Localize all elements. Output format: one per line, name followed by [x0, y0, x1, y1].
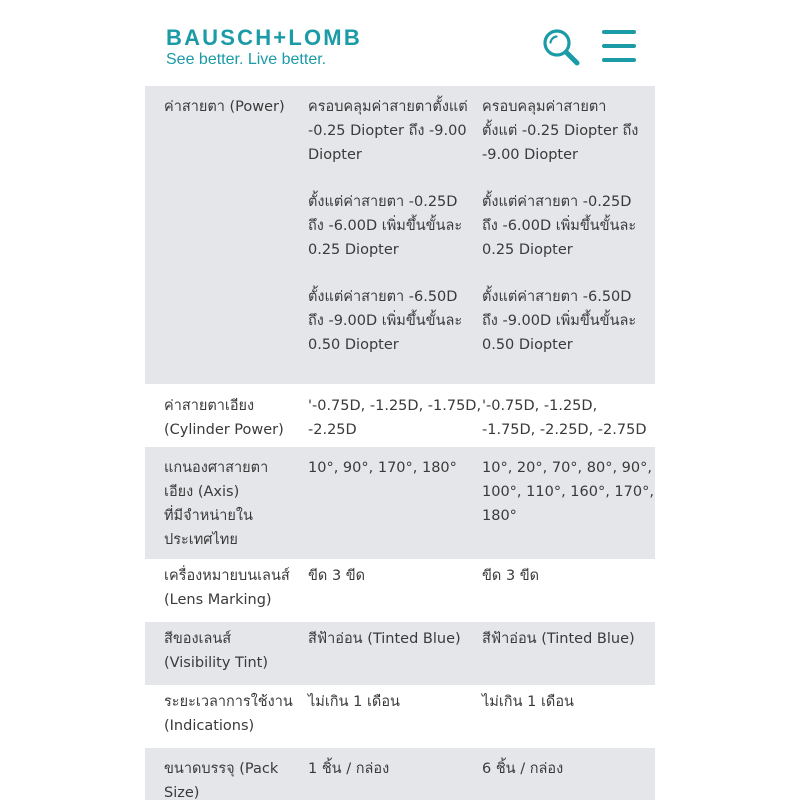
- search-icon: [541, 27, 581, 67]
- row-label: ระยะเวลาการใช้งาน (Indications): [164, 694, 293, 734]
- row-value-a: ครอบคลุมค่าสายตาตั้งแต่ -0.25 Diopter ถึง -9.00 Diopter ตั้งแต่ค่าสายตา -0.25D ถึง -6.00D เพิ่มขึ้นขั้นละ 0.25 Diopter ตั้งแต่ค่าสายตา -6.50D ถึง -9.00D เพิ่มขึ้นขั้นละ 0.50 Diopter: [308, 99, 468, 353]
- hamburger-menu-icon: [602, 30, 636, 34]
- row-label: สีของเลนส์ (Visibility Tint): [164, 631, 269, 671]
- row-label: ขนาดบรรจุ (Pack Size): [164, 761, 279, 800]
- brand-tagline: See better. Live better.: [166, 51, 327, 68]
- hamburger-menu-icon: [602, 44, 636, 48]
- spec-row-pack-size: [145, 748, 655, 800]
- row-value-b: 10°, 20°, 70°, 80°, 90°, 100°, 110°, 160°, 170°, 180°: [482, 460, 654, 524]
- row-value-a: สีฟ้าอ่อน (Tinted Blue): [308, 631, 461, 647]
- row-value-b: '-0.75D, -1.25D, -1.75D, -2.25D, -2.75D: [482, 398, 647, 438]
- row-value-a: 10°, 90°, 170°, 180°: [308, 460, 457, 476]
- row-value-a: 1 ชิ้น / กล่อง: [308, 761, 390, 777]
- row-label: ค่าสายตาเอียง (Cylinder Power): [164, 398, 284, 438]
- spec-row-power: [145, 86, 655, 384]
- spec-table: [145, 86, 655, 800]
- search-button[interactable]: [541, 27, 581, 67]
- spec-row-lens-marking: [145, 559, 655, 622]
- spec-row-indications: [145, 685, 655, 748]
- row-value-a: ไม่เกิน 1 เดือน: [308, 694, 400, 710]
- row-value-a: ขีด 3 ขีด: [308, 568, 366, 584]
- row-value-b: สีฟ้าอ่อน (Tinted Blue): [482, 631, 635, 647]
- row-value-b: ไม่เกิน 1 เดือน: [482, 694, 574, 710]
- site-header: [0, 0, 800, 86]
- hamburger-menu-icon: [602, 58, 636, 62]
- spec-row-visibility-tint: [145, 622, 655, 685]
- spec-row-axis: [145, 447, 655, 559]
- hamburger-menu-button[interactable]: [602, 30, 636, 62]
- row-label: เครื่องหมายบนเลนส์ (Lens Marking): [164, 568, 290, 608]
- row-value-a: '-0.75D, -1.25D, -1.75D, -2.25D: [308, 398, 482, 438]
- row-value-b: 6 ชิ้น / กล่อง: [482, 761, 564, 777]
- row-label: ค่าสายตา (Power): [164, 99, 285, 115]
- spec-row-cylinder-power: [145, 384, 655, 447]
- brand-logo[interactable]: BAUSCH+LOMB: [166, 25, 362, 50]
- row-label: แกนองศาสายตา เอียง (Axis) ที่มีจำหน่ายใน ประเทศไทย: [164, 460, 269, 548]
- row-value-b: ขีด 3 ขีด: [482, 568, 540, 584]
- row-value-b: ครอบคลุมค่าสายตา ตั้งแต่ -0.25 Diopter ถึง -9.00 Diopter ตั้งแต่ค่าสายตา -0.25D ถึง -6.00D เพิ่มขึ้นขั้นละ 0.25 Diopter ตั้งแต่ค่าสายตา -6.50D ถึง -9.00D เพิ่มขึ้นขั้นละ 0.50 Diopter: [482, 99, 639, 353]
